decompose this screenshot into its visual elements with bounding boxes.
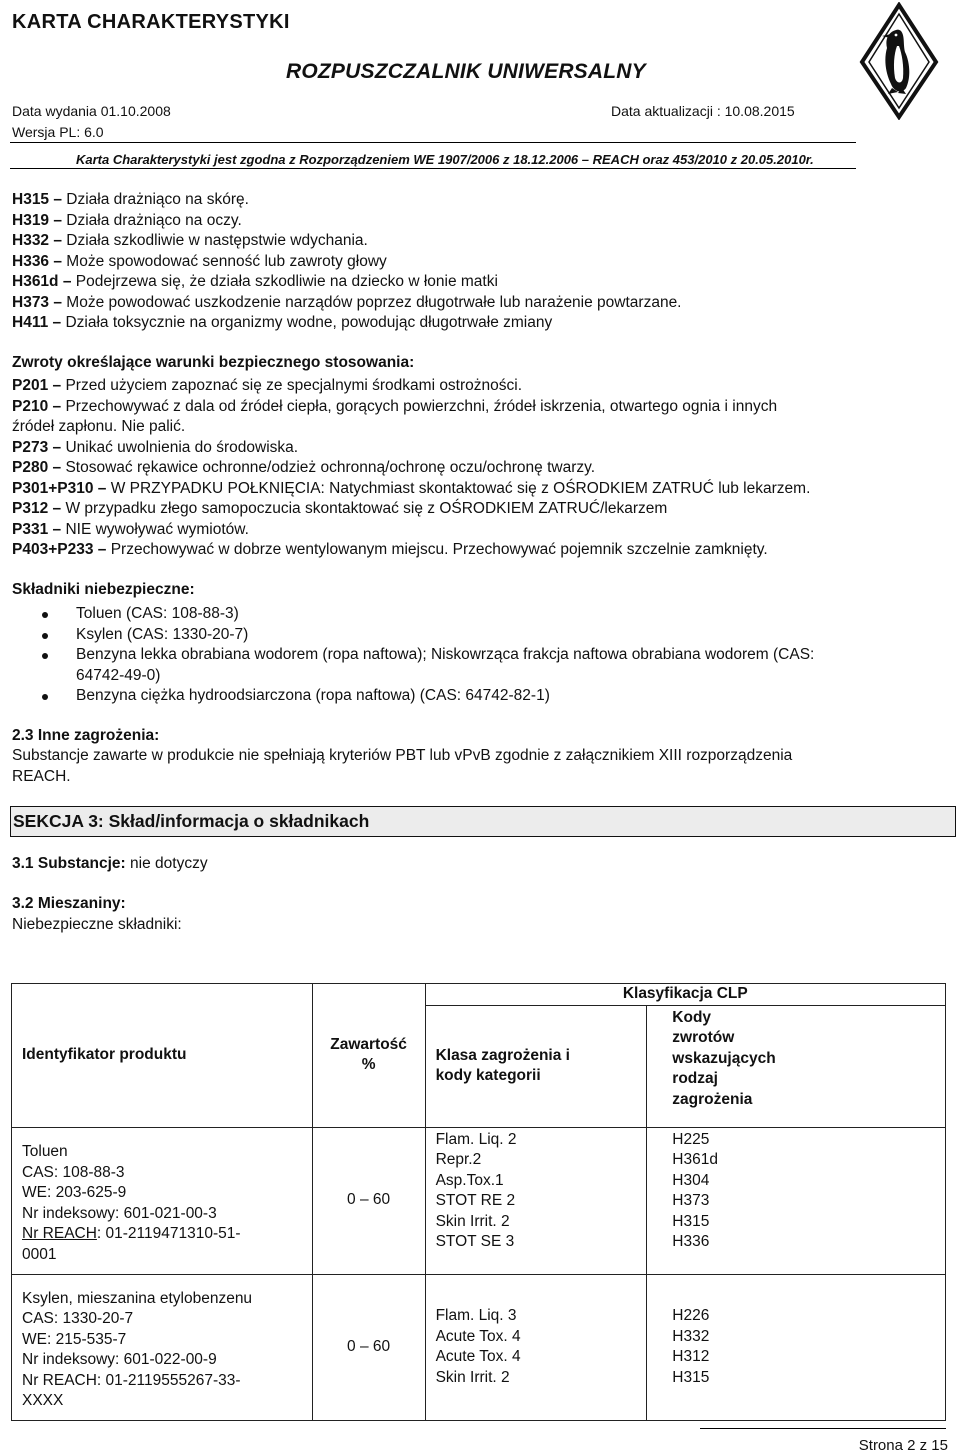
document-body — [12, 190, 946, 935]
hazard-statement — [12, 211, 946, 232]
hazard-class-line: STOT RE 2 — [435, 1192, 516, 1209]
identifier-line — [22, 1204, 302, 1225]
precautionary-heading: Zwroty określające warunki bezpiecznego stosowania: — [12, 353, 415, 371]
precautionary-code: P280 – — [12, 459, 62, 476]
header-divider-bottom — [10, 168, 856, 169]
hazard-code: H361d – — [12, 273, 72, 290]
identifier-text: Nr indeksowy: 601-021-00-3 — [22, 1204, 217, 1222]
list-item-text: 64742-49-0) — [76, 666, 161, 684]
hazard-statements-list — [12, 190, 946, 334]
precautionary-statement — [12, 458, 946, 479]
header-divider — [10, 142, 856, 143]
penguin-diamond-logo-icon — [858, 2, 940, 120]
precautionary-text: Unikać uwolnienia do środowiska. — [61, 438, 299, 456]
identifier-line — [22, 1289, 302, 1310]
cell-content: 0 – 60 — [312, 1127, 425, 1274]
hazard-text: Działa drażniąco na skórę. — [61, 191, 249, 208]
hazard-class-line: Asp.Tox.1 — [435, 1171, 504, 1189]
identifier-text: CAS: 1330-20-7 — [22, 1310, 134, 1327]
precautionary-statement — [12, 417, 946, 438]
header-h-codes-line: zwrotów — [672, 1029, 735, 1046]
header-h-codes — [647, 1005, 946, 1127]
precautionary-text: Przechowywać w dobrze wentylowanym miejscu. Przechowywać pojemnik szczelnie zamknięty. — [106, 541, 768, 558]
footer-divider — [700, 1428, 946, 1429]
cell-h-codes — [647, 1127, 946, 1274]
hazard-statement — [12, 272, 946, 293]
header-clp: Klasyfikacja CLP — [425, 984, 945, 1006]
hazardous-components-list — [12, 604, 946, 707]
hazard-text: Podejrzewa się, że działa szkodliwie na dziecko w łonie matki — [71, 273, 498, 290]
header-hazard-class-line: kody kategorii — [435, 1067, 541, 1084]
cell-hazard-class — [425, 1127, 647, 1274]
precautionary-text: Przed użyciem zapoznać się ze specjalnymi środkami ostrożności. — [61, 377, 523, 394]
identifier-line — [22, 1350, 302, 1371]
header-hazard-class — [425, 1005, 647, 1127]
issue-date: Data wydania 01.10.2008 — [12, 103, 171, 119]
other-hazards-text-1: Substancje zawarte w produkcie nie spełniają kryteriów PBT lub vPvB zgodnie z załącznikiem XIII rozporządzenia — [12, 747, 793, 764]
hazard-class-line: Acute Tox. 4 — [435, 1327, 521, 1345]
cell-identifier — [12, 1274, 313, 1420]
mixtures-subheading: Niebezpieczne składniki: — [12, 915, 182, 933]
hazardous-components-heading: Składniki niebezpieczne: — [12, 580, 195, 598]
hazard-code: H411 – — [12, 314, 62, 331]
precautionary-code: P210 – — [12, 397, 62, 415]
precautionary-text: NIE wywoływać wymiotów. — [61, 520, 249, 538]
precautionary-text: W PRZYPADKU POŁKNIĘCIA: Natychmiast skontaktować się z OŚRODKIEM ZATRUĆ lub lekarzem. — [106, 479, 811, 497]
product-name: ROZPUSZCZALNIK UNIWERSALNY — [286, 60, 646, 83]
page-number: Strona 2 z 15 — [858, 1437, 948, 1454]
precautionary-code: P331 – — [12, 520, 62, 538]
hazard-class-line: Skin Irrit. 2 — [435, 1212, 510, 1230]
hazard-class-line: Flam. Liq. 2 — [435, 1130, 517, 1148]
identifier-line — [22, 1183, 302, 1204]
identifier-text: Toluen — [22, 1143, 68, 1160]
h-code-line: H312 — [672, 1348, 710, 1365]
h-code-line: H315 — [672, 1212, 710, 1230]
document-title: KARTA CHARAKTERYSTYKI — [12, 11, 290, 33]
header-content-line: % — [361, 1056, 376, 1074]
header-hazard-class-line: Klasa zagrożenia i — [435, 1046, 570, 1064]
header-h-codes-line: zagrożenia — [672, 1090, 753, 1108]
precautionary-statements-list — [12, 376, 946, 561]
hazard-code: H315 – — [12, 191, 62, 208]
precautionary-statement — [12, 397, 946, 418]
identifier-line — [22, 1391, 302, 1412]
compliance-note: Karta Charakterystyki jest zgodna z Rozporządzeniem WE 1907/2006 z 18.12.2006 – REACH oraz 453/2010 z 20.05.2010r. — [76, 152, 814, 167]
list-item-text: Benzyna ciężka hydroodsiarczona (ropa naftowa) (CAS: 64742-82-1) — [76, 687, 550, 704]
identifier-line — [22, 1330, 302, 1351]
other-hazards-text-2: REACH. — [12, 767, 71, 785]
list-item — [12, 625, 946, 646]
h-code-line: H315 — [672, 1368, 710, 1386]
precautionary-statement — [12, 520, 946, 541]
hazardous-components-table — [11, 983, 946, 1421]
hazard-text: Może powodować uszkodzenie narządów poprzez długotrwałe lub narażenie powtarzane. — [61, 293, 682, 311]
header-h-codes-line: Kody — [672, 1008, 712, 1026]
hazard-class-line: Skin Irrit. 2 — [435, 1368, 510, 1386]
precautionary-text: W przypadku złego samopoczucia skontaktować się z OŚRODKIEM ZATRUĆ/lekarzem — [61, 500, 668, 517]
precautionary-code: P201 – — [12, 377, 62, 394]
mixtures-label: 3.2 Mieszaniny: — [12, 895, 126, 912]
precautionary-text: źródeł zapłonu. Nie palić. — [12, 418, 186, 435]
substances-value: nie dotyczy — [125, 854, 208, 872]
table-header-row — [12, 984, 946, 1006]
identifier-text: XXXX — [22, 1392, 64, 1409]
list-item — [12, 645, 946, 686]
list-item-text: Benzyna lekka obrabiana wodorem (ropa naftowa); Niskowrząca frakcja naftowa obrabiana wodorem (CAS: — [76, 646, 815, 663]
h-code-line: H336 — [672, 1233, 710, 1250]
h-code-line: H225 — [672, 1130, 710, 1148]
cell-h-codes — [647, 1274, 946, 1420]
version-label: Wersja PL: 6.0 — [12, 124, 104, 140]
precautionary-text: Stosować rękawice ochronne/odzież ochronną/ochronę oczu/ochronę twarzy. — [61, 459, 596, 476]
identifier-text: CAS: 108-88-3 — [22, 1163, 125, 1181]
hazard-text: Działa drażniąco na oczy. — [61, 211, 242, 229]
substances-line — [12, 854, 946, 875]
hazard-statement — [12, 252, 946, 273]
identifier-underlined: Nr REACH — [22, 1225, 97, 1242]
precautionary-statement — [12, 499, 946, 520]
precautionary-code: P301+P310 – — [12, 479, 107, 497]
identifier-line — [22, 1142, 302, 1163]
precautionary-statement — [12, 376, 946, 397]
h-code-line: H373 — [672, 1192, 710, 1209]
identifier-text: Nr REACH: 01-2119555267-33- — [22, 1371, 241, 1389]
identifier-text: Ksylen, mieszanina etylobenzenu — [22, 1289, 253, 1307]
precautionary-code: P273 – — [12, 438, 62, 456]
identifier-text: WE: 215-535-7 — [22, 1330, 127, 1348]
table-row — [12, 1127, 946, 1274]
substances-label: 3.1 Substancje: — [12, 854, 126, 872]
identifier-line — [22, 1163, 302, 1184]
section-3-heading: SEKCJA 3: Skład/informacja o składnikach — [10, 806, 956, 837]
hazard-statement — [12, 190, 946, 211]
identifier-text: 0001 — [22, 1245, 57, 1263]
cell-hazard-class — [425, 1274, 647, 1420]
h-code-line: H304 — [672, 1171, 710, 1189]
hazard-statement — [12, 313, 946, 334]
identifier-text: WE: 203-625-9 — [22, 1184, 127, 1201]
header-content — [312, 984, 425, 1128]
h-code-line: H332 — [672, 1327, 710, 1345]
hazard-code: H373 – — [12, 293, 62, 311]
hazard-code: H332 – — [12, 232, 62, 249]
header-content-line: Zawartość — [330, 1035, 407, 1053]
precautionary-statement — [12, 540, 946, 561]
identifier-line — [22, 1371, 302, 1392]
cell-content: 0 – 60 — [312, 1274, 425, 1420]
list-item — [12, 686, 946, 707]
precautionary-text: Przechowywać z dala od źródeł ciepła, gorących powierzchni, źródeł iskrzenia, otwartego ognia i innych — [61, 397, 778, 415]
hazard-class-line: Flam. Liq. 3 — [435, 1307, 517, 1324]
identifier-text: Nr indeksowy: 601-022-00-9 — [22, 1351, 217, 1368]
header-h-codes-line: wskazujących — [672, 1049, 776, 1067]
hazard-statement — [12, 293, 946, 314]
hazard-text: Działa szkodliwie w następstwie wdychania. — [61, 232, 368, 249]
precautionary-statement — [12, 438, 946, 459]
identifier-line — [22, 1245, 302, 1266]
hazard-class-line: Acute Tox. 4 — [435, 1348, 521, 1365]
update-date: Data aktualizacji : 10.08.2015 — [611, 103, 795, 119]
header-h-codes-line: rodzaj — [672, 1070, 718, 1087]
hazard-text: Działa toksycznie na organizmy wodne, powodując długotrwałe zmiany — [61, 314, 553, 331]
hazard-code: H319 – — [12, 211, 62, 229]
identifier-text: : 01-2119471310-51- — [96, 1225, 241, 1242]
hazard-text: Może spowodować senność lub zawroty głowy — [61, 252, 387, 270]
precautionary-code: P312 – — [12, 500, 62, 517]
hazard-statement — [12, 231, 946, 252]
hazard-class-line: STOT SE 3 — [435, 1233, 515, 1250]
header-identifier: Identyfikator produktu — [12, 984, 313, 1128]
other-hazards-heading: 2.3 Inne zagrożenia: — [12, 726, 160, 744]
hazard-class-line: Repr.2 — [435, 1151, 482, 1168]
identifier-line — [22, 1224, 302, 1245]
hazard-code: H336 – — [12, 252, 62, 270]
list-item-text: Ksylen (CAS: 1330-20-7) — [76, 625, 249, 643]
list-item — [12, 604, 946, 625]
table-row — [12, 1274, 946, 1420]
list-item-text: Toluen (CAS: 108-88-3) — [76, 605, 239, 622]
h-code-line: H361d — [672, 1151, 718, 1168]
precautionary-statement — [12, 479, 946, 500]
h-code-line: H226 — [672, 1307, 710, 1324]
identifier-line — [22, 1309, 302, 1330]
precautionary-code: P403+P233 – — [12, 541, 107, 558]
cell-identifier — [12, 1127, 313, 1274]
